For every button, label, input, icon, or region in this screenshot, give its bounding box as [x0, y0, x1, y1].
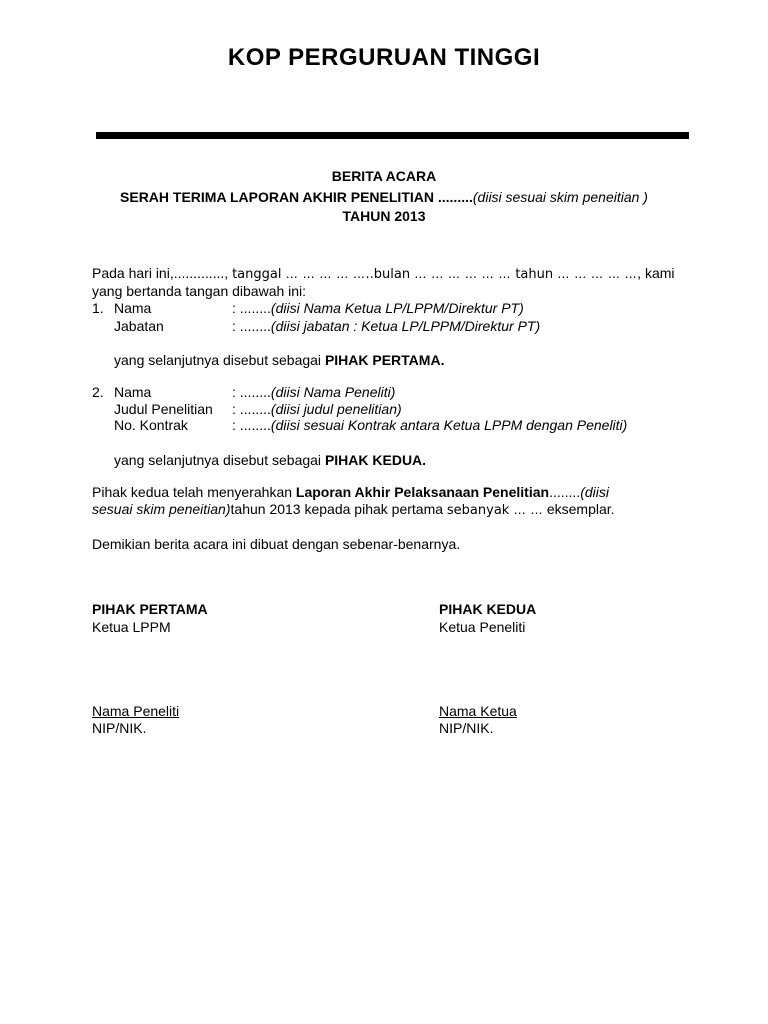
letterhead-divider	[96, 132, 689, 139]
statement-line-2: sesuai skim peneitian)tahun 2013 kepada pihak pertama sebanyak … … eksemplar.	[92, 501, 615, 518]
sign-right-nip: NIP/NIK.	[439, 720, 494, 736]
sign-right-role: Ketua Peneliti	[439, 619, 526, 635]
party2-nama-row: 2. Nama : ........(diisi Nama Peneliti)	[92, 384, 396, 400]
letterhead-title: KOP PERGURUAN TINGGI	[227, 44, 541, 71]
party1-nama-row: 1. Nama : ........(diisi Nama Ketua LP/LPPM/Direktur PT)	[92, 300, 524, 316]
sign-right-name: Nama Ketua	[439, 703, 517, 719]
intro-line-1: Pada hari ini,............., tanggal … … … … …..bulan … … … … … … tahun … … … … …, kami	[92, 265, 675, 282]
party1-jabatan-row: Jabatan : ........(diisi jabatan : Ketua LP/LPPM/Direktur PT)	[114, 318, 541, 334]
party2-kontrak-row: No. Kontrak : ........(diisi sesuai Kontrak antara Ketua LPPM dengan Peneliti)	[114, 417, 628, 433]
party2-description: yang selanjutnya disebut sebagai PIHAK KEDUA.	[114, 452, 427, 468]
sign-left-role: Ketua LPPM	[92, 619, 171, 635]
intro-line-2: yang bertanda tangan dibawah ini:	[92, 283, 307, 299]
sign-left-nip: NIP/NIK.	[92, 720, 147, 736]
sign-left-name: Nama Peneliti	[92, 703, 180, 719]
doc-year: TAHUN 2013	[342, 208, 426, 224]
sign-left-title: PIHAK PERTAMA	[92, 601, 208, 617]
sign-right-title: PIHAK KEDUA	[439, 601, 537, 617]
doc-subtitle: SERAH TERIMA LAPORAN AKHIR PENELITIAN .........(diisi sesuai skim peneitian )	[120, 189, 648, 205]
party1-description: yang selanjutnya disebut sebagai PIHAK PERTAMA.	[114, 352, 445, 368]
party2-judul-row: Judul Penelitian : ........(diisi judul penelitian)	[114, 401, 402, 417]
doc-title: BERITA ACARA	[331, 168, 437, 184]
statement-line-1: Pihak kedua telah menyerahkan Laporan Akhir Pelaksanaan Penelitian........(diisi	[92, 484, 609, 500]
closing-statement: Demikian berita acara ini dibuat dengan sebenar-benarnya.	[92, 536, 461, 552]
